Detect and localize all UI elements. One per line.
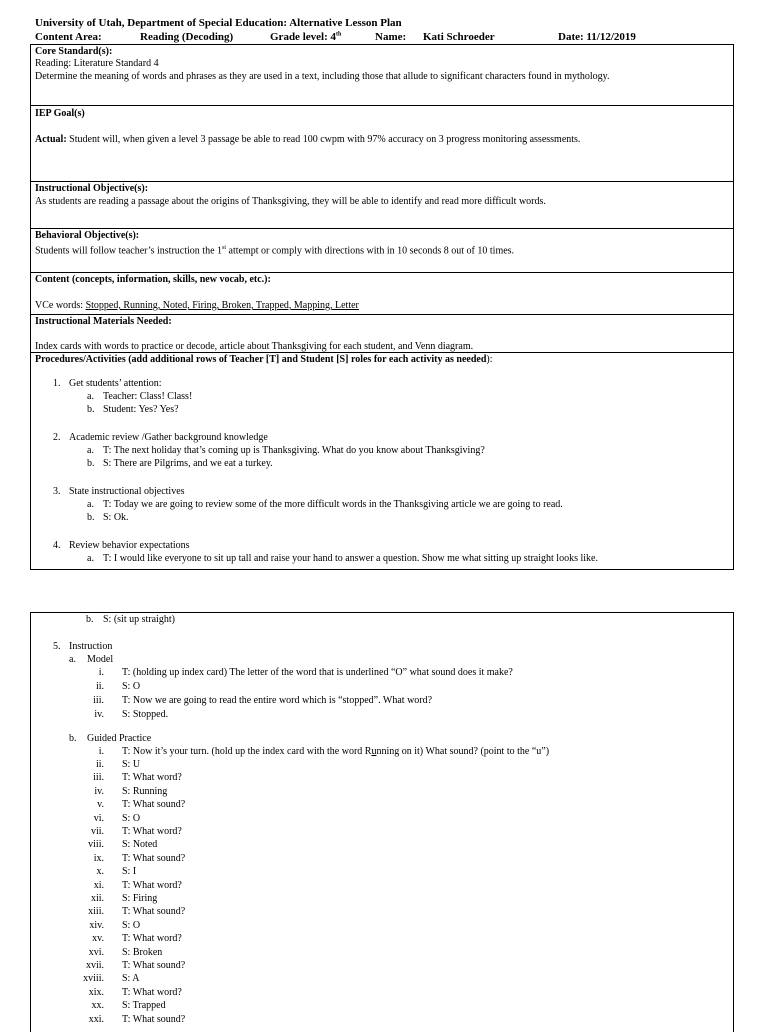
list-item: Academic review /Gather background knowledge <box>69 432 268 443</box>
roman-numeral: i. <box>98 746 104 757</box>
roman-numeral: xii. <box>90 893 104 904</box>
roman-numeral: xi. <box>93 879 104 891</box>
core-standard-line2: Determine the meaning of words and phrases as they are used in a text, including those that allude to significant characters found in mythology. <box>35 71 610 82</box>
lesson-plan-table <box>30 44 734 570</box>
name-value: Kati Schroeder <box>423 31 495 43</box>
roman-numeral: iv. <box>94 709 104 720</box>
roman-numeral: ii. <box>95 681 104 692</box>
list-item: S: Ok. <box>103 512 129 523</box>
list-letter: b. <box>87 458 95 469</box>
roman-numeral: xx. <box>91 1000 104 1012</box>
list-letter: b. <box>87 404 95 415</box>
roman-numeral: viii. <box>88 839 104 851</box>
list-item: T: What sound? <box>122 799 186 811</box>
roman-numeral: ix. <box>93 852 104 864</box>
iep-goal-actual: Actual: Student will, when given a level 3 passage be able to read 100 cwpm with 97% accuracy on 3 progress monitoring assessments. <box>35 134 581 145</box>
instructional-objective-heading: Instructional Objective(s): <box>35 183 149 194</box>
list-item: Get students’ attention: <box>69 378 162 389</box>
core-standard-section <box>31 45 733 106</box>
list-item: T: Now we are going to read the entire word which is “stopped”. What word? <box>122 695 433 706</box>
list-letter: a. <box>69 654 76 665</box>
list-item: Teacher: Class! Class! <box>103 391 193 402</box>
list-item: S: O <box>122 812 141 824</box>
list-item: T: What word? <box>122 933 182 945</box>
list-item: T: I would like everyone to sit up tall and raise your hand to answer a question. Show me what sitting up straight looks like. <box>103 553 598 564</box>
content-area-label: Content Area: <box>35 31 102 43</box>
materials-section <box>31 315 733 353</box>
list-item: T: What word? <box>122 772 182 784</box>
list-item: S: Firing <box>122 893 158 904</box>
list-letter: a. <box>87 391 94 402</box>
core-standard-line1: Reading: Literature Standard 4 <box>35 58 159 69</box>
list-number: 1. <box>53 378 61 389</box>
list-item: T: What word? <box>122 879 182 891</box>
behavioral-objective-section <box>31 229 733 273</box>
list-letter: a. <box>87 499 94 510</box>
roman-numeral: xiii. <box>88 906 104 918</box>
list-item: Review behavior expectations <box>69 540 190 551</box>
roman-numeral: iii. <box>93 695 104 706</box>
list-item: T: What sound? <box>122 1013 186 1025</box>
list-item: S: There are Pilgrims, and we eat a turkey. <box>103 458 273 469</box>
list-item: T: The next holiday that’s coming up is Thanksgiving. What do you know about Thanksgiving? <box>103 445 485 456</box>
list-item: S: (sit up straight) <box>103 614 175 625</box>
list-item: T: Now it’s your turn. (hold up the index card with the word Running on it) What sound? (point to the “u”) <box>122 746 550 757</box>
roman-numeral: xxi. <box>88 1013 104 1025</box>
iep-goal-section <box>31 106 733 182</box>
core-standard-heading: Core Standard(s): <box>35 46 113 57</box>
list-item: S: O <box>122 681 141 692</box>
list-letter: b. <box>86 614 94 625</box>
list-number: 5. <box>53 641 61 652</box>
materials-heading: Instructional Materials Needed: <box>35 316 172 327</box>
roman-numeral: iii. <box>93 772 104 784</box>
name-label: Name: <box>375 31 407 43</box>
list-item: State instructional objectives <box>69 486 185 497</box>
grade-level: Grade level: 4th <box>270 31 342 43</box>
roman-numeral: x. <box>96 866 104 878</box>
roman-numeral: vi. <box>93 812 104 824</box>
header-info-row <box>35 31 735 44</box>
roman-numeral: iv. <box>94 785 104 797</box>
behavioral-objective-text: Students will follow teacher’s instruction the 1st attempt or comply with directions with in 10 seconds 8 out of 10 times. <box>35 245 515 257</box>
list-item: S: Trapped <box>122 1000 166 1012</box>
roman-numeral: i. <box>98 667 104 678</box>
list-item: T: What sound? <box>122 960 186 971</box>
content-section <box>31 273 733 315</box>
materials-text: Index cards with words to practice or decode, article about Thanksgiving for each student, and Venn diagram. <box>35 341 474 352</box>
date: Date: 11/12/2019 <box>558 31 636 43</box>
roman-numeral: xv. <box>92 933 104 945</box>
procedures-heading: Procedures/Activities (add additional rows of Teacher [T] and Student [S] roles for each activity as needed): <box>35 354 493 365</box>
roman-numeral: vii. <box>90 826 104 837</box>
list-letter: a. <box>87 553 94 564</box>
roman-numeral: xvii. <box>85 960 104 971</box>
list-item: T: (holding up index card) The letter of the word that is underlined “O” what sound does it make? <box>122 667 513 678</box>
list-item: T: What word? <box>122 826 182 837</box>
list-item: S: O <box>122 919 141 931</box>
list-item: S: I <box>122 866 137 878</box>
list-letter: b. <box>87 512 95 523</box>
content-heading: Content (concepts, information, skills, new vocab, etc.): <box>35 274 271 285</box>
list-item: T: Today we are going to review some of the more difficult words in the Thanksgiving article we are going to read. <box>103 499 563 510</box>
instructional-objective-text: As students are reading a passage about the origins of Thanksgiving, they will be able to identify and read more difficult words. <box>35 196 546 207</box>
list-item: T: What sound? <box>122 906 186 918</box>
roman-numeral: xiv. <box>89 919 104 931</box>
behavioral-objective-heading: Behavioral Objective(s): <box>35 230 140 241</box>
list-number: 3. <box>53 486 61 497</box>
list-number: 2. <box>53 432 61 443</box>
list-letter: b. <box>69 733 77 744</box>
roman-numeral: xviii. <box>83 973 104 985</box>
lesson-plan-table-page2 <box>30 612 734 1032</box>
list-number: 4. <box>53 540 61 551</box>
instruction-heading: Instruction <box>69 641 113 652</box>
document-title: University of Utah, Department of Special Education: Alternative Lesson Plan <box>35 17 402 29</box>
list-item: S: Running <box>122 785 168 797</box>
roman-numeral: v. <box>97 799 104 811</box>
list-item: S: Noted <box>122 839 158 851</box>
roman-numeral: xix. <box>88 986 104 998</box>
list-item: S: Stopped. <box>122 709 169 720</box>
list-item: S: Broken <box>122 946 163 958</box>
instructional-objective-section <box>31 182 733 229</box>
guided-practice-heading: Guided Practice <box>87 733 152 744</box>
list-letter: a. <box>87 445 94 456</box>
roman-numeral: xvi. <box>88 946 104 958</box>
list-item: S: A <box>122 973 140 985</box>
list-item: T: What word? <box>122 986 182 998</box>
model-heading: Model <box>87 654 114 665</box>
roman-numeral: ii. <box>95 759 104 770</box>
list-item: T: What sound? <box>122 852 186 864</box>
content-area-value: Reading (Decoding) <box>140 31 234 43</box>
iep-goal-heading: IEP Goal(s) <box>35 108 85 119</box>
list-item: Student: Yes? Yes? <box>103 404 179 415</box>
procedures-section <box>31 353 733 569</box>
list-item: S: U <box>122 759 141 770</box>
content-vocab: VCe words: Stopped, Running, Noted, Firing, Broken, Trapped, Mapping, Letter <box>35 300 359 311</box>
